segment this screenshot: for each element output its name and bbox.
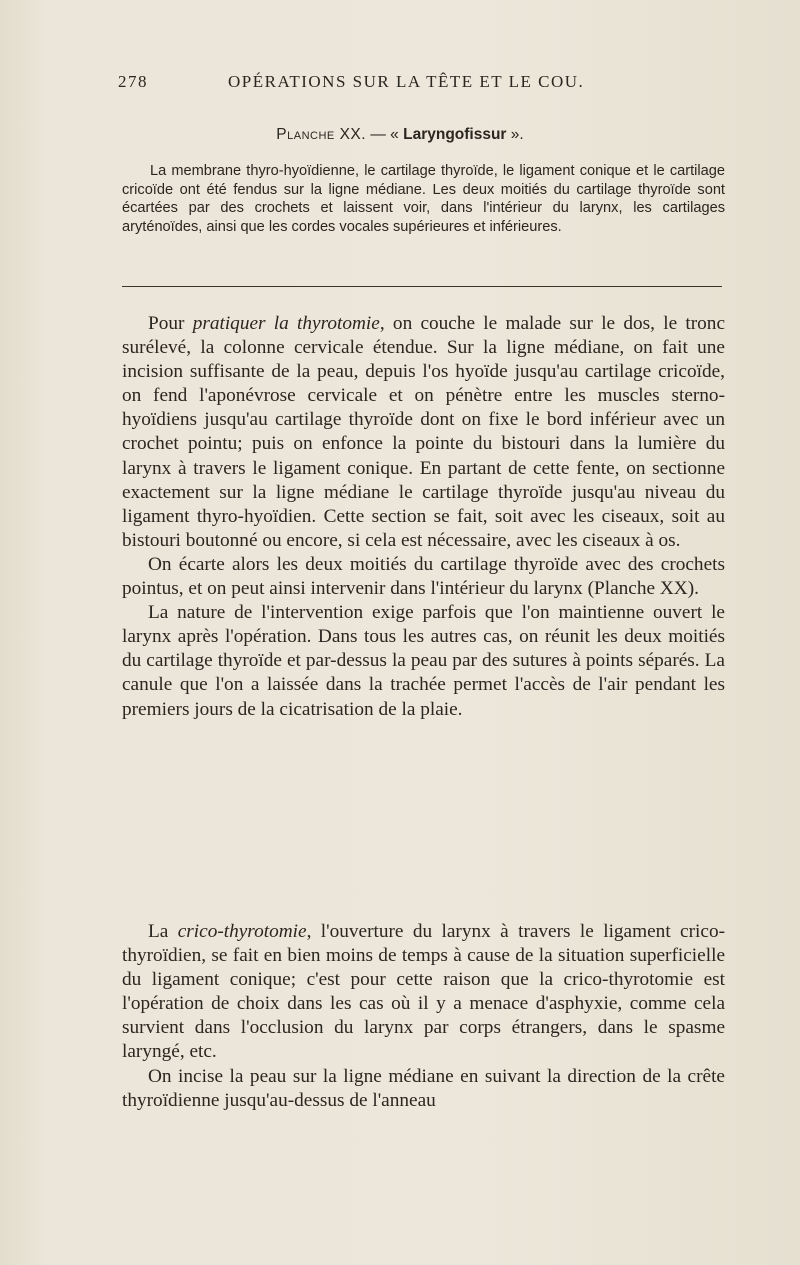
paragraph: [122, 920, 725, 1065]
paragraph: La nature de l'intervention exige parfois que l'on maintienne ouvert le larynx après l'opération. Dans tous les autres cas, on réunit les deux moitiés du cartilage thyroïde et par-dessus la peau par des sutures à points séparés. La canule que l'on a laissée dans la trachée permet l'accès de l'air pendant les premiers jours de la cicatrisation de la plaie.: [122, 602, 725, 720]
italic-term: crico-thyrotomie: [177, 921, 307, 942]
italic-term: pratiquer la thyrotomie: [192, 313, 380, 334]
plate-close: ».: [506, 126, 524, 143]
plate-label: Planche XX.: [276, 126, 367, 143]
plate-caption: La membrane thyro-hyoïdienne, le cartilage thyroïde, le ligament conique et le cartilage cricoïde ont été fendus sur la ligne médiane. Les deux moitiés du cartilage thyroïde sont écartées par des crochets et laissent voir, dans l'intérieur du larynx, les cartilages aryténoïdes, ainsi que les cordes vocales supérieures et inférieures.: [122, 163, 725, 235]
divider-rule: [122, 286, 722, 287]
text-run: Pour: [148, 313, 193, 334]
text-run: , on couche le malade sur le dos, le tronc surélevé, la colonne cervicale étendue. Sur la ligne médiane, on fait une incision suffisante de la peau, depuis l'os hyoïde jusqu'au cartilage cricoïde, on fend l'aponévrose cervicale et on pénètre entre les muscles sterno-hyoïdiens jusqu'au cartilage thyroïde dont on fixe le bord inférieur avec un crochet pointu; puis on enfonce la pointe du bistouri dans la lumière du larynx à travers le ligament conique. En partant de cette fente, on sectionne exactement sur la ligne médiane le cartilage thyroïde jusqu'au niveau du ligament thyro-hyoïdien. Cette section se fait, soit avec les ciseaux, soit au bistouri boutonné ou encore, si cela est nécessaire, avec les ciseaux à os.: [122, 313, 726, 551]
page-number: 278: [118, 72, 148, 91]
plate-title: [0, 126, 800, 144]
plate-name: Laryngofissur: [403, 126, 507, 143]
text-run: , l'ouverture du larynx à travers le ligament crico-thyroïdien, se fait en bien moins de temps à cause de la situation superficielle du ligament conique; c'est pour cette raison que la crico-thyrotomie est l'opération de choix dans les cas où il y a menace d'asphyxie, comme cela survient dans l'occlusion du larynx par corps étrangers, dans le spasme laryngé, etc.: [122, 921, 726, 1063]
section-thyrotomy: [122, 312, 725, 722]
paragraph: [122, 312, 725, 553]
text-run: La: [148, 921, 178, 942]
section-crico-thyrotomy: [122, 920, 725, 1113]
paragraph: On incise la peau sur la ligne médiane en suivant la direction de la crête thyroïdienne jusqu'au-dessus de l'anneau: [122, 1065, 725, 1111]
plate-separator: — «: [366, 126, 404, 143]
paragraph: On écarte alors les deux moitiés du cartilage thyroïde avec des crochets pointus, et on peut ainsi intervenir dans l'intérieur du larynx (Planche XX).: [122, 553, 725, 600]
running-title: OPÉRATIONS SUR LA TÊTE ET LE COU.: [228, 72, 585, 91]
